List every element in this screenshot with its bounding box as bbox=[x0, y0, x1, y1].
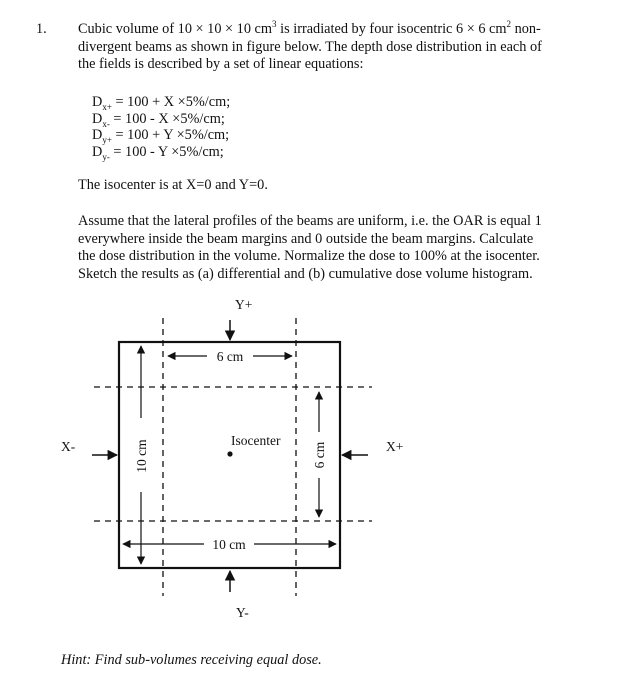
isocenter-dot bbox=[227, 451, 232, 456]
axis-x-minus-label: X- bbox=[61, 439, 76, 454]
axis-x-plus-label: X+ bbox=[386, 439, 404, 454]
assume-line-3: the dose distribution in the volume. Normalize the dose to 100% at the isocenter. bbox=[78, 248, 540, 264]
assume-line-2: everywhere inside the beam margins and 0 outside the beam margins. Calculate bbox=[78, 230, 534, 247]
question-number: 1. bbox=[36, 21, 47, 37]
equation-dx-minus: $D_{x-} = 100 - X \times 5\%/cm$; bbox=[92, 110, 225, 129]
intro-line-2: divergent beams as shown in figure below. The depth dose distribution in each of bbox=[78, 38, 542, 55]
assume-line-4: Sketch the results as (a) differential and (b) cumulative dose volume histogram. bbox=[78, 265, 533, 282]
equation-dy-plus: $D_{y+} = 100 + Y \times 5\%/cm$; bbox=[92, 127, 230, 145]
dim-left-label: 10 cm bbox=[134, 439, 149, 473]
dim-bottom-label: 10 cm bbox=[212, 537, 246, 552]
equation-dy-minus: $D_{y-} = 100 - Y \times 5\%/cm$; bbox=[92, 143, 224, 162]
intro-line-3: the fields is described by a set of linear equations: bbox=[78, 56, 364, 72]
assume-line-1: Assume that the lateral profiles of the beams are uniform, i.e. the OAR is equal 1 bbox=[78, 213, 542, 229]
axis-y-plus-label: Y+ bbox=[235, 297, 253, 312]
hint-text: Hint: Find sub-volumes receiving equal dose. bbox=[61, 652, 322, 668]
intro-line-1: Cubic volume of 10 × 10 × 10 $cm^3$ is irradiated by four isocentric 6 × 6 $cm^2$ non- bbox=[78, 19, 541, 37]
dim-top-label: 6 cm bbox=[216, 349, 244, 364]
isocenter-label: Isocenter bbox=[231, 433, 281, 448]
dim-right-label: 6 cm bbox=[312, 441, 327, 469]
equation-dx-plus: $D_{x+} = 100 + X \times 5\%/cm$; bbox=[92, 94, 231, 112]
isocenter-note: The isocenter is at X=0 and Y=0. bbox=[78, 177, 268, 193]
axis-y-minus-label: Y- bbox=[236, 605, 249, 620]
